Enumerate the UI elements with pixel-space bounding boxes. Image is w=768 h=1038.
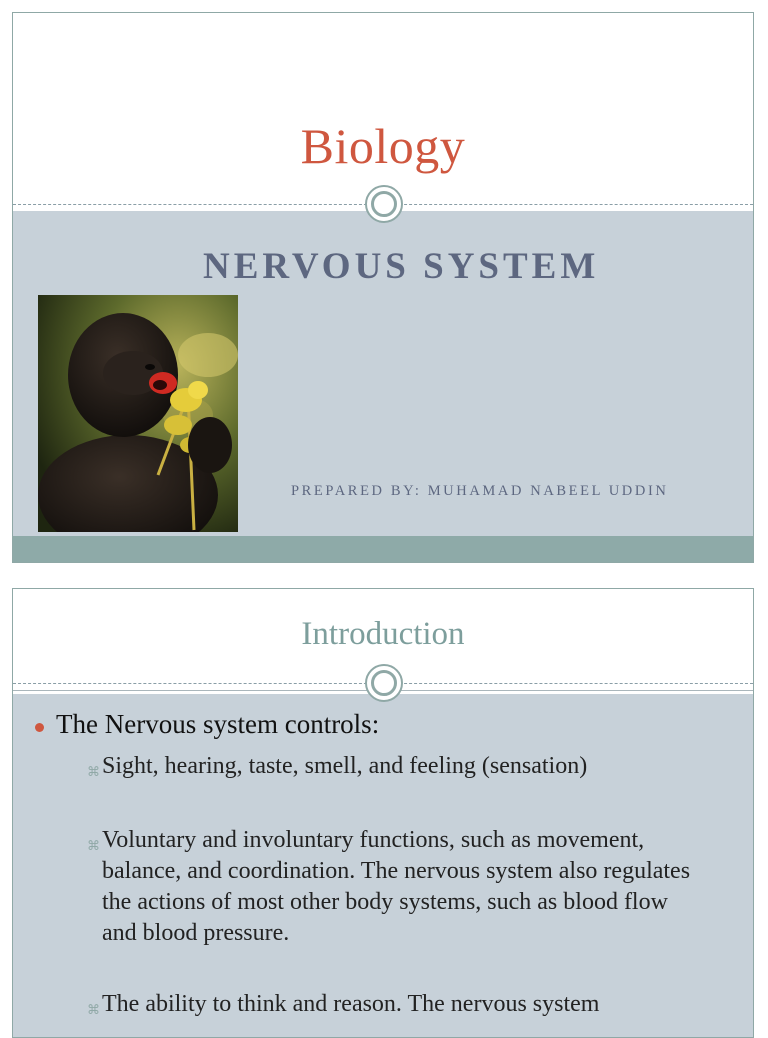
footer-bar	[13, 536, 753, 563]
intro-slide	[12, 588, 754, 1038]
x-bullet-icon: ⌘	[87, 765, 100, 780]
circle-ornament-icon	[365, 185, 403, 223]
x-bullet-icon: ⌘	[87, 839, 100, 854]
title-slide	[12, 12, 754, 563]
bullet-text: The Nervous system controls:	[56, 709, 380, 739]
subbullet-text: Sight, hearing, taste, smell, and feeling (sensation)	[102, 753, 588, 779]
x-bullet-icon: ⌘	[87, 1003, 100, 1018]
gorilla-photo	[38, 295, 238, 532]
slide-title: Introduction	[301, 616, 465, 652]
circle-ornament-icon	[365, 664, 403, 702]
bullet-dot-icon	[35, 723, 44, 732]
slide-subtitle: NERVOUS SYSTEM	[203, 246, 600, 287]
subbullet-text: Voluntary and involuntary functions, such as movement, balance, and coordination. The nervous system also regulates the actions of most other body systems, such as blood flow and blood pressure.	[102, 827, 691, 946]
slide-title: Biology	[300, 118, 466, 174]
prepared-by-text: PREPARED BY: MUHAMAD NABEEL UDDIN	[291, 483, 669, 499]
subbullet-text: The ability to think and reason. The nervous system	[102, 991, 600, 1017]
